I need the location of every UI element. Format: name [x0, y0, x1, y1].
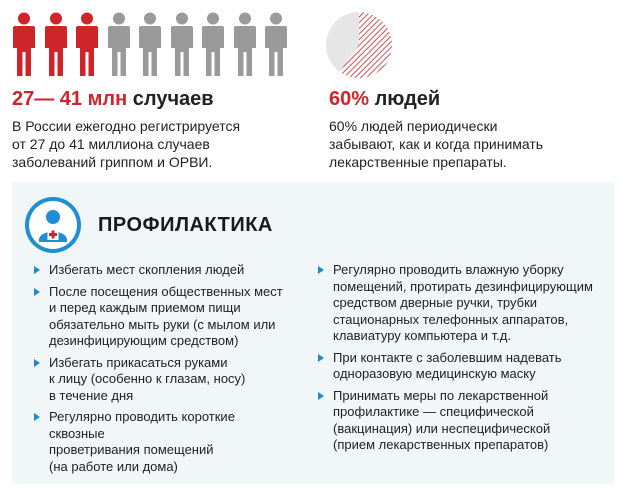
tip-text: Принимать меры по лекарственной профилактике — специфической (вакцинация) или неспецифической (прием лекарственных препаратов)	[333, 387, 551, 452]
tip-item	[318, 350, 603, 383]
tip-text: Избегать мест скопления людей	[49, 262, 245, 277]
tip-item	[318, 388, 603, 454]
person-icon	[263, 12, 289, 76]
person-icon	[74, 12, 100, 76]
tip-text: Избегать прикасаться руками к лицу (особенно к глазам, носу) в течение дня	[49, 354, 246, 403]
stat-left-description: В России ежегодно регистрируется от 27 до 41 миллиона случаев заболеваний гриппом и ОРВИ.	[12, 118, 241, 170]
bullet-arrow-icon	[34, 266, 40, 274]
stat-left-heading	[12, 88, 214, 111]
person-icon	[11, 12, 37, 76]
stat-right-heading	[329, 88, 440, 111]
people-icons-row	[11, 12, 301, 80]
person-icon	[232, 12, 258, 76]
stat-left-label: случаев	[132, 88, 214, 110]
stat-left-number: 27— 41 млн	[12, 88, 128, 110]
tip-item	[34, 284, 294, 350]
tip-text: Регулярно проводить влажную уборку помещений, протирать дезинфицирующим средством дверные ручки, трубки стационарных телефонных аппаратов, клавиатуру компьютера и т.д.	[333, 262, 593, 343]
stat-right-number: 60%	[329, 88, 370, 110]
bullet-arrow-icon	[318, 266, 324, 274]
tips-left-column	[34, 262, 294, 480]
person-icon	[106, 12, 132, 76]
person-icon	[200, 12, 226, 76]
prevention-title: ПРОФИЛАКТИКА	[98, 214, 273, 236]
pie-icon	[325, 11, 393, 79]
tip-item	[34, 262, 294, 279]
person-icon	[169, 12, 195, 76]
tip-item	[34, 409, 294, 475]
bullet-arrow-icon	[34, 288, 40, 296]
tip-item	[318, 262, 603, 345]
tip-item	[34, 355, 294, 405]
tip-text: При контакте с заболевшим надевать одноразовую медицинскую маску	[333, 349, 562, 381]
person-icon	[137, 12, 163, 76]
bullet-arrow-icon	[318, 392, 324, 400]
tips-right-column	[318, 262, 603, 459]
tip-text: Регулярно проводить короткие сквозные проветривания помещений (на работе или дома)	[49, 409, 235, 474]
stat-right-description: 60% людей периодически забывают, как и когда принимать лекарственные препараты.	[329, 118, 544, 170]
bullet-arrow-icon	[318, 354, 324, 362]
person-icon	[43, 12, 69, 76]
bullet-arrow-icon	[34, 413, 40, 421]
tip-text: После посещения общественных мест и перед каждым приемом пищи обязательно мыть руки (с мылом или дезинфицирующим средством)	[49, 283, 283, 348]
stat-right-label: людей	[374, 88, 441, 110]
medical-badge-icon	[24, 196, 82, 254]
bullet-arrow-icon	[34, 359, 40, 367]
